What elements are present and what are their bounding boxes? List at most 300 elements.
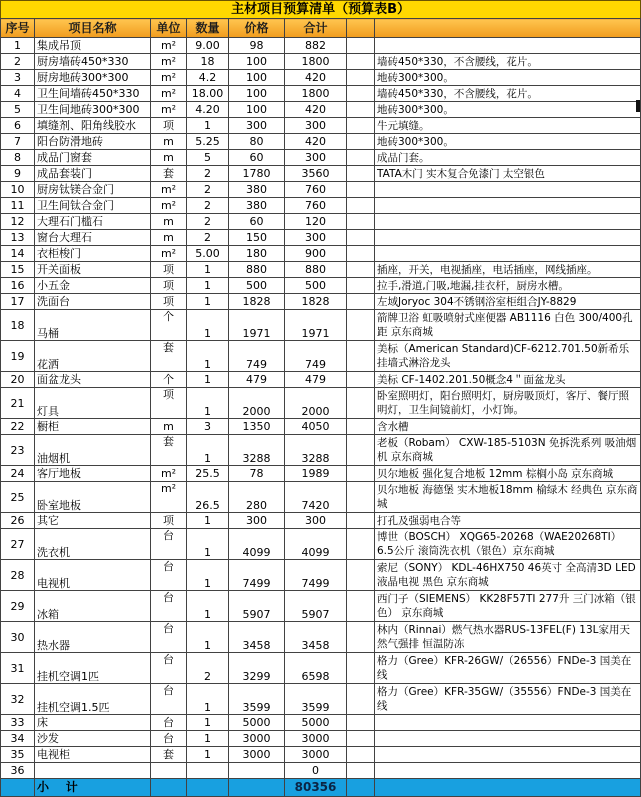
row-unit-cell[interactable]: 套: [151, 747, 187, 763]
row-note-cell[interactable]: [375, 763, 641, 779]
row-unit-cell[interactable]: [151, 763, 187, 779]
row-price-cell[interactable]: 1350: [229, 419, 285, 435]
row-qty-cell[interactable]: 3: [187, 419, 229, 435]
row-unit-cell[interactable]: m: [151, 134, 187, 150]
row-blank-cell[interactable]: [347, 482, 375, 513]
row-note-cell[interactable]: 林内（Rinnai）燃气热水器RUS-13FEL(F) 13L家用天然气强排 恒温防冻: [375, 622, 641, 653]
subtotal-blank-qty[interactable]: [187, 779, 229, 797]
row-unit-cell[interactable]: m²: [151, 466, 187, 482]
row-blank-cell[interactable]: [347, 435, 375, 466]
row-unit-cell[interactable]: 项: [151, 278, 187, 294]
row-total-cell[interactable]: 900: [285, 246, 347, 262]
row-unit-cell[interactable]: m²: [151, 102, 187, 118]
row-no-cell[interactable]: 7: [1, 134, 35, 150]
row-unit-cell[interactable]: 个: [151, 310, 187, 341]
row-blank-cell[interactable]: [347, 70, 375, 86]
row-total-cell[interactable]: 1828: [285, 294, 347, 310]
row-no-cell[interactable]: 11: [1, 198, 35, 214]
row-price-cell[interactable]: 3000: [229, 747, 285, 763]
row-total-cell[interactable]: 0: [285, 763, 347, 779]
row-no-cell[interactable]: 36: [1, 763, 35, 779]
row-name-cell[interactable]: 小五金: [35, 278, 151, 294]
row-name-cell[interactable]: 成品门窗套: [35, 150, 151, 166]
row-price-cell[interactable]: 78: [229, 466, 285, 482]
row-price-cell[interactable]: 380: [229, 182, 285, 198]
row-name-cell[interactable]: 床: [35, 715, 151, 731]
row-blank-cell[interactable]: [347, 182, 375, 198]
row-blank-cell[interactable]: [347, 246, 375, 262]
row-no-cell[interactable]: 30: [1, 622, 35, 653]
row-price-cell[interactable]: 1828: [229, 294, 285, 310]
row-no-cell[interactable]: 16: [1, 278, 35, 294]
row-name-cell[interactable]: 热水器: [35, 622, 151, 653]
row-no-cell[interactable]: 19: [1, 341, 35, 372]
row-qty-cell[interactable]: 2: [187, 230, 229, 246]
row-qty-cell[interactable]: 1: [187, 118, 229, 134]
column-header-价格[interactable]: 价格: [229, 19, 285, 38]
row-price-cell[interactable]: 3458: [229, 622, 285, 653]
row-price-cell[interactable]: 1971: [229, 310, 285, 341]
row-unit-cell[interactable]: 台: [151, 560, 187, 591]
row-blank-cell[interactable]: [347, 731, 375, 747]
row-unit-cell[interactable]: 项: [151, 118, 187, 134]
row-price-cell[interactable]: 60: [229, 214, 285, 230]
row-note-cell[interactable]: 格力（Gree）KFR-26GW/（26556）FNDe-3 国美在线: [375, 653, 641, 684]
row-no-cell[interactable]: 33: [1, 715, 35, 731]
row-note-cell[interactable]: 地砖300*300。: [375, 134, 641, 150]
row-unit-cell[interactable]: 项: [151, 388, 187, 419]
row-blank-cell[interactable]: [347, 372, 375, 388]
row-unit-cell[interactable]: m²: [151, 86, 187, 102]
row-blank-cell[interactable]: [347, 278, 375, 294]
row-price-cell[interactable]: 150: [229, 230, 285, 246]
row-qty-cell[interactable]: 1: [187, 341, 229, 372]
row-qty-cell[interactable]: 1: [187, 684, 229, 715]
row-price-cell[interactable]: 180: [229, 246, 285, 262]
row-no-cell[interactable]: 25: [1, 482, 35, 513]
row-qty-cell[interactable]: 1: [187, 560, 229, 591]
row-no-cell[interactable]: 24: [1, 466, 35, 482]
row-total-cell[interactable]: 1971: [285, 310, 347, 341]
row-no-cell[interactable]: 13: [1, 230, 35, 246]
row-blank-cell[interactable]: [347, 198, 375, 214]
row-blank-cell[interactable]: [347, 86, 375, 102]
row-unit-cell[interactable]: m²: [151, 246, 187, 262]
row-note-cell[interactable]: 索尼（SONY） KDL-46HX750 46英寸 全高清3D LED液晶电视 黑色 京东商城: [375, 560, 641, 591]
row-total-cell[interactable]: 760: [285, 182, 347, 198]
row-qty-cell[interactable]: 4.20: [187, 102, 229, 118]
row-note-cell[interactable]: 成品门套。: [375, 150, 641, 166]
row-total-cell[interactable]: 7420: [285, 482, 347, 513]
row-qty-cell[interactable]: 5: [187, 150, 229, 166]
row-price-cell[interactable]: 300: [229, 118, 285, 134]
row-blank-cell[interactable]: [347, 102, 375, 118]
row-qty-cell[interactable]: 5.25: [187, 134, 229, 150]
row-total-cell[interactable]: 1989: [285, 466, 347, 482]
row-total-cell[interactable]: 749: [285, 341, 347, 372]
row-name-cell[interactable]: 填缝剂、阳角线胶水: [35, 118, 151, 134]
row-total-cell[interactable]: 1800: [285, 54, 347, 70]
row-name-cell[interactable]: 冰箱: [35, 591, 151, 622]
row-total-cell[interactable]: 882: [285, 38, 347, 54]
row-price-cell[interactable]: 380: [229, 198, 285, 214]
row-price-cell[interactable]: 749: [229, 341, 285, 372]
row-note-cell[interactable]: [375, 182, 641, 198]
row-name-cell[interactable]: 挂机空调1.5匹: [35, 684, 151, 715]
row-qty-cell[interactable]: 1: [187, 262, 229, 278]
row-blank-cell[interactable]: [347, 529, 375, 560]
row-total-cell[interactable]: 3560: [285, 166, 347, 182]
row-unit-cell[interactable]: 套: [151, 166, 187, 182]
row-price-cell[interactable]: 1780: [229, 166, 285, 182]
row-total-cell[interactable]: 479: [285, 372, 347, 388]
row-note-cell[interactable]: 含水槽: [375, 419, 641, 435]
row-blank-cell[interactable]: [347, 715, 375, 731]
row-unit-cell[interactable]: 个: [151, 372, 187, 388]
row-price-cell[interactable]: 98: [229, 38, 285, 54]
row-blank-cell[interactable]: [347, 230, 375, 246]
row-qty-cell[interactable]: 1: [187, 622, 229, 653]
row-qty-cell[interactable]: 9.00: [187, 38, 229, 54]
row-qty-cell[interactable]: 4.2: [187, 70, 229, 86]
row-qty-cell[interactable]: [187, 763, 229, 779]
row-qty-cell[interactable]: 26.5: [187, 482, 229, 513]
row-qty-cell[interactable]: 18: [187, 54, 229, 70]
row-total-cell[interactable]: 5000: [285, 715, 347, 731]
row-name-cell[interactable]: [35, 763, 151, 779]
row-unit-cell[interactable]: m: [151, 214, 187, 230]
column-header-数量[interactable]: 数量: [187, 19, 229, 38]
row-no-cell[interactable]: 21: [1, 388, 35, 419]
row-qty-cell[interactable]: 1: [187, 294, 229, 310]
row-no-cell[interactable]: 15: [1, 262, 35, 278]
row-unit-cell[interactable]: m: [151, 150, 187, 166]
row-total-cell[interactable]: 2000: [285, 388, 347, 419]
row-unit-cell[interactable]: m²: [151, 482, 187, 513]
row-name-cell[interactable]: 衣柜梭门: [35, 246, 151, 262]
row-name-cell[interactable]: 灯具: [35, 388, 151, 419]
subtotal-blank-extra[interactable]: [347, 779, 375, 797]
row-total-cell[interactable]: 120: [285, 214, 347, 230]
row-total-cell[interactable]: 7499: [285, 560, 347, 591]
row-total-cell[interactable]: 500: [285, 278, 347, 294]
row-qty-cell[interactable]: 1: [187, 747, 229, 763]
row-price-cell[interactable]: 2000: [229, 388, 285, 419]
row-no-cell[interactable]: 27: [1, 529, 35, 560]
row-qty-cell[interactable]: 2: [187, 214, 229, 230]
row-price-cell[interactable]: 479: [229, 372, 285, 388]
row-no-cell[interactable]: 20: [1, 372, 35, 388]
row-note-cell[interactable]: 贝尔地板 海德堡 实木地板18mm 榆绿木 经典色 京东商城: [375, 482, 641, 513]
row-note-cell[interactable]: 打孔及强弱电合等: [375, 513, 641, 529]
row-name-cell[interactable]: 卫生间钛合金门: [35, 198, 151, 214]
row-no-cell[interactable]: 12: [1, 214, 35, 230]
row-qty-cell[interactable]: 1: [187, 435, 229, 466]
row-no-cell[interactable]: 29: [1, 591, 35, 622]
row-qty-cell[interactable]: 5.00: [187, 246, 229, 262]
row-price-cell[interactable]: 3299: [229, 653, 285, 684]
row-qty-cell[interactable]: 1: [187, 529, 229, 560]
row-note-cell[interactable]: 美标 CF-1402.201.50概念4＂面盆龙头: [375, 372, 641, 388]
column-header-blank-7[interactable]: [375, 19, 641, 38]
row-unit-cell[interactable]: m²: [151, 70, 187, 86]
row-name-cell[interactable]: 阳台防滑地砖: [35, 134, 151, 150]
row-blank-cell[interactable]: [347, 560, 375, 591]
row-note-cell[interactable]: [375, 246, 641, 262]
row-blank-cell[interactable]: [347, 262, 375, 278]
row-unit-cell[interactable]: 台: [151, 591, 187, 622]
row-total-cell[interactable]: 4099: [285, 529, 347, 560]
row-qty-cell[interactable]: 2: [187, 166, 229, 182]
row-blank-cell[interactable]: [347, 214, 375, 230]
row-no-cell[interactable]: 23: [1, 435, 35, 466]
row-name-cell[interactable]: 油烟机: [35, 435, 151, 466]
row-no-cell[interactable]: 5: [1, 102, 35, 118]
row-no-cell[interactable]: 17: [1, 294, 35, 310]
row-blank-cell[interactable]: [347, 747, 375, 763]
row-price-cell[interactable]: 5000: [229, 715, 285, 731]
row-qty-cell[interactable]: 2: [187, 182, 229, 198]
row-no-cell[interactable]: 6: [1, 118, 35, 134]
row-qty-cell[interactable]: 2: [187, 653, 229, 684]
row-note-cell[interactable]: 地砖300*300。: [375, 70, 641, 86]
column-header-单位[interactable]: 单位: [151, 19, 187, 38]
row-note-cell[interactable]: 博世（BOSCH） XQG65-20268（WAE20268TI） 6.5公斤 滚筒洗衣机（银色）京东商城: [375, 529, 641, 560]
row-no-cell[interactable]: 3: [1, 70, 35, 86]
row-qty-cell[interactable]: 1: [187, 310, 229, 341]
row-no-cell[interactable]: 18: [1, 310, 35, 341]
row-no-cell[interactable]: 28: [1, 560, 35, 591]
row-note-cell[interactable]: 贝尔地板 强化复合地板 12mm 棕榈小岛 京东商城: [375, 466, 641, 482]
row-blank-cell[interactable]: [347, 684, 375, 715]
row-total-cell[interactable]: 300: [285, 230, 347, 246]
row-name-cell[interactable]: 卫生间地砖300*300: [35, 102, 151, 118]
row-name-cell[interactable]: 洗面台: [35, 294, 151, 310]
row-name-cell[interactable]: 其它: [35, 513, 151, 529]
row-price-cell[interactable]: 3599: [229, 684, 285, 715]
row-blank-cell[interactable]: [347, 166, 375, 182]
row-unit-cell[interactable]: 项: [151, 262, 187, 278]
row-total-cell[interactable]: 300: [285, 150, 347, 166]
row-name-cell[interactable]: 卧室地板: [35, 482, 151, 513]
row-price-cell[interactable]: 100: [229, 54, 285, 70]
column-header-blank-6[interactable]: [347, 19, 375, 38]
row-total-cell[interactable]: 420: [285, 134, 347, 150]
row-total-cell[interactable]: 4050: [285, 419, 347, 435]
row-note-cell[interactable]: 卧室照明灯，阳台照明灯，厨房吸顶灯，客厅、餐厅照明灯，卫生间镜前灯，小灯饰。: [375, 388, 641, 419]
row-total-cell[interactable]: 880: [285, 262, 347, 278]
row-note-cell[interactable]: 牛元填缝。: [375, 118, 641, 134]
row-total-cell[interactable]: 300: [285, 513, 347, 529]
subtotal-blank-unit[interactable]: [151, 779, 187, 797]
row-price-cell[interactable]: 100: [229, 102, 285, 118]
row-total-cell[interactable]: 420: [285, 70, 347, 86]
row-no-cell[interactable]: 14: [1, 246, 35, 262]
row-name-cell[interactable]: 集成吊顶: [35, 38, 151, 54]
subtotal-blank-price[interactable]: [229, 779, 285, 797]
row-blank-cell[interactable]: [347, 38, 375, 54]
row-blank-cell[interactable]: [347, 310, 375, 341]
row-blank-cell[interactable]: [347, 419, 375, 435]
row-unit-cell[interactable]: m²: [151, 182, 187, 198]
row-total-cell[interactable]: 300: [285, 118, 347, 134]
row-unit-cell[interactable]: 台: [151, 529, 187, 560]
row-no-cell[interactable]: 4: [1, 86, 35, 102]
row-note-cell[interactable]: 地砖300*300。: [375, 102, 641, 118]
row-blank-cell[interactable]: [347, 513, 375, 529]
row-unit-cell[interactable]: m: [151, 230, 187, 246]
row-unit-cell[interactable]: 台: [151, 715, 187, 731]
row-price-cell[interactable]: 7499: [229, 560, 285, 591]
row-name-cell[interactable]: 卫生间墙砖450*330: [35, 86, 151, 102]
row-price-cell[interactable]: 3288: [229, 435, 285, 466]
row-no-cell[interactable]: 32: [1, 684, 35, 715]
row-price-cell[interactable]: 300: [229, 513, 285, 529]
row-qty-cell[interactable]: 25.5: [187, 466, 229, 482]
row-name-cell[interactable]: 开关面板: [35, 262, 151, 278]
row-note-cell[interactable]: 格力（Gree）KFR-35GW/（35556）FNDe-3 国美在线: [375, 684, 641, 715]
row-no-cell[interactable]: 9: [1, 166, 35, 182]
row-qty-cell[interactable]: 1: [187, 731, 229, 747]
row-price-cell[interactable]: 4099: [229, 529, 285, 560]
row-price-cell[interactable]: 3000: [229, 731, 285, 747]
row-qty-cell[interactable]: 1: [187, 388, 229, 419]
row-note-cell[interactable]: [375, 731, 641, 747]
row-unit-cell[interactable]: m²: [151, 38, 187, 54]
row-qty-cell[interactable]: 2: [187, 198, 229, 214]
row-no-cell[interactable]: 26: [1, 513, 35, 529]
row-price-cell[interactable]: 60: [229, 150, 285, 166]
row-name-cell[interactable]: 沙发: [35, 731, 151, 747]
row-total-cell[interactable]: 420: [285, 102, 347, 118]
row-note-cell[interactable]: 美标（American Standard)CF-6212.701.50新希乐挂墙式淋浴龙头: [375, 341, 641, 372]
column-header-合计[interactable]: 合计: [285, 19, 347, 38]
row-qty-cell[interactable]: 1: [187, 278, 229, 294]
row-note-cell[interactable]: [375, 230, 641, 246]
row-blank-cell[interactable]: [347, 118, 375, 134]
row-no-cell[interactable]: 8: [1, 150, 35, 166]
row-name-cell[interactable]: 马桶: [35, 310, 151, 341]
row-note-cell[interactable]: [375, 38, 641, 54]
row-price-cell[interactable]: 80: [229, 134, 285, 150]
row-price-cell[interactable]: 100: [229, 70, 285, 86]
row-blank-cell[interactable]: [347, 150, 375, 166]
row-unit-cell[interactable]: m: [151, 419, 187, 435]
row-name-cell[interactable]: 成品套装门: [35, 166, 151, 182]
row-blank-cell[interactable]: [347, 466, 375, 482]
row-unit-cell[interactable]: 台: [151, 622, 187, 653]
row-note-cell[interactable]: 拉手,滑道,门吸,地漏,挂衣杆，厨房水槽。: [375, 278, 641, 294]
row-total-cell[interactable]: 6598: [285, 653, 347, 684]
row-name-cell[interactable]: 窗台大理石: [35, 230, 151, 246]
row-qty-cell[interactable]: 18.00: [187, 86, 229, 102]
row-unit-cell[interactable]: 套: [151, 341, 187, 372]
row-no-cell[interactable]: 1: [1, 38, 35, 54]
row-unit-cell[interactable]: m²: [151, 54, 187, 70]
row-blank-cell[interactable]: [347, 622, 375, 653]
row-name-cell[interactable]: 挂机空调1匹: [35, 653, 151, 684]
row-note-cell[interactable]: 墙砖450*330，不含腰线，花片。: [375, 86, 641, 102]
row-unit-cell[interactable]: 项: [151, 294, 187, 310]
row-total-cell[interactable]: 1800: [285, 86, 347, 102]
row-total-cell[interactable]: 3288: [285, 435, 347, 466]
row-note-cell[interactable]: TATA木门 实木复合免漆门 太空银色: [375, 166, 641, 182]
row-unit-cell[interactable]: 台: [151, 684, 187, 715]
row-no-cell[interactable]: 10: [1, 182, 35, 198]
row-name-cell[interactable]: 面盆龙头: [35, 372, 151, 388]
row-name-cell[interactable]: 厨房地砖300*300: [35, 70, 151, 86]
row-blank-cell[interactable]: [347, 54, 375, 70]
row-price-cell[interactable]: [229, 763, 285, 779]
row-qty-cell[interactable]: 1: [187, 715, 229, 731]
row-blank-cell[interactable]: [347, 341, 375, 372]
row-name-cell[interactable]: 厨房墙砖450*330: [35, 54, 151, 70]
row-note-cell[interactable]: [375, 715, 641, 731]
subtotal-blank-no[interactable]: [1, 779, 35, 797]
row-total-cell[interactable]: 5907: [285, 591, 347, 622]
row-price-cell[interactable]: 880: [229, 262, 285, 278]
row-no-cell[interactable]: 22: [1, 419, 35, 435]
row-blank-cell[interactable]: [347, 388, 375, 419]
row-blank-cell[interactable]: [347, 591, 375, 622]
row-name-cell[interactable]: 厨房钛镁合金门: [35, 182, 151, 198]
row-total-cell[interactable]: 760: [285, 198, 347, 214]
row-unit-cell[interactable]: 项: [151, 513, 187, 529]
row-note-cell[interactable]: 西门子（SIEMENS） KK28F57TI 277升 三门冰箱（银色） 京东商城: [375, 591, 641, 622]
row-note-cell[interactable]: 墙砖450*330，不含腰线，花片。: [375, 54, 641, 70]
row-note-cell[interactable]: [375, 198, 641, 214]
row-blank-cell[interactable]: [347, 763, 375, 779]
row-name-cell[interactable]: 洗衣机: [35, 529, 151, 560]
row-no-cell[interactable]: 35: [1, 747, 35, 763]
row-unit-cell[interactable]: 套: [151, 435, 187, 466]
row-price-cell[interactable]: 280: [229, 482, 285, 513]
subtotal-blank-note[interactable]: [375, 779, 641, 797]
row-unit-cell[interactable]: 台: [151, 653, 187, 684]
row-name-cell[interactable]: 电视柜: [35, 747, 151, 763]
row-qty-cell[interactable]: 1: [187, 591, 229, 622]
row-note-cell[interactable]: [375, 747, 641, 763]
column-header-项目名称[interactable]: 项目名称: [35, 19, 151, 38]
column-header-序号[interactable]: 序号: [1, 19, 35, 38]
row-name-cell[interactable]: 客厅地板: [35, 466, 151, 482]
row-total-cell[interactable]: 3458: [285, 622, 347, 653]
row-note-cell[interactable]: 插座，开关，电视插座，电话插座，网线插座。: [375, 262, 641, 278]
row-total-cell[interactable]: 3000: [285, 731, 347, 747]
row-name-cell[interactable]: 花洒: [35, 341, 151, 372]
row-note-cell[interactable]: 老板（Robam） CXW-185-5103N 免拆洗系列 吸油烟机 京东商城: [375, 435, 641, 466]
row-blank-cell[interactable]: [347, 294, 375, 310]
row-blank-cell[interactable]: [347, 134, 375, 150]
row-blank-cell[interactable]: [347, 653, 375, 684]
row-no-cell[interactable]: 34: [1, 731, 35, 747]
row-name-cell[interactable]: 橱柜: [35, 419, 151, 435]
row-price-cell[interactable]: 100: [229, 86, 285, 102]
row-note-cell[interactable]: [375, 214, 641, 230]
row-unit-cell[interactable]: 台: [151, 731, 187, 747]
row-name-cell[interactable]: 电视机: [35, 560, 151, 591]
row-total-cell[interactable]: 3599: [285, 684, 347, 715]
row-qty-cell[interactable]: 1: [187, 372, 229, 388]
row-unit-cell[interactable]: m²: [151, 198, 187, 214]
row-note-cell[interactable]: 箭牌卫浴 虹吸喷射式座便器 AB1116 白色 300/400孔距 京东商城: [375, 310, 641, 341]
row-price-cell[interactable]: 5907: [229, 591, 285, 622]
row-total-cell[interactable]: 3000: [285, 747, 347, 763]
row-name-cell[interactable]: 大理石门槛石: [35, 214, 151, 230]
row-note-cell[interactable]: 左域Joryoc 304不锈钢浴室柜组合JY-8829: [375, 294, 641, 310]
row-price-cell[interactable]: 500: [229, 278, 285, 294]
row-no-cell[interactable]: 2: [1, 54, 35, 70]
